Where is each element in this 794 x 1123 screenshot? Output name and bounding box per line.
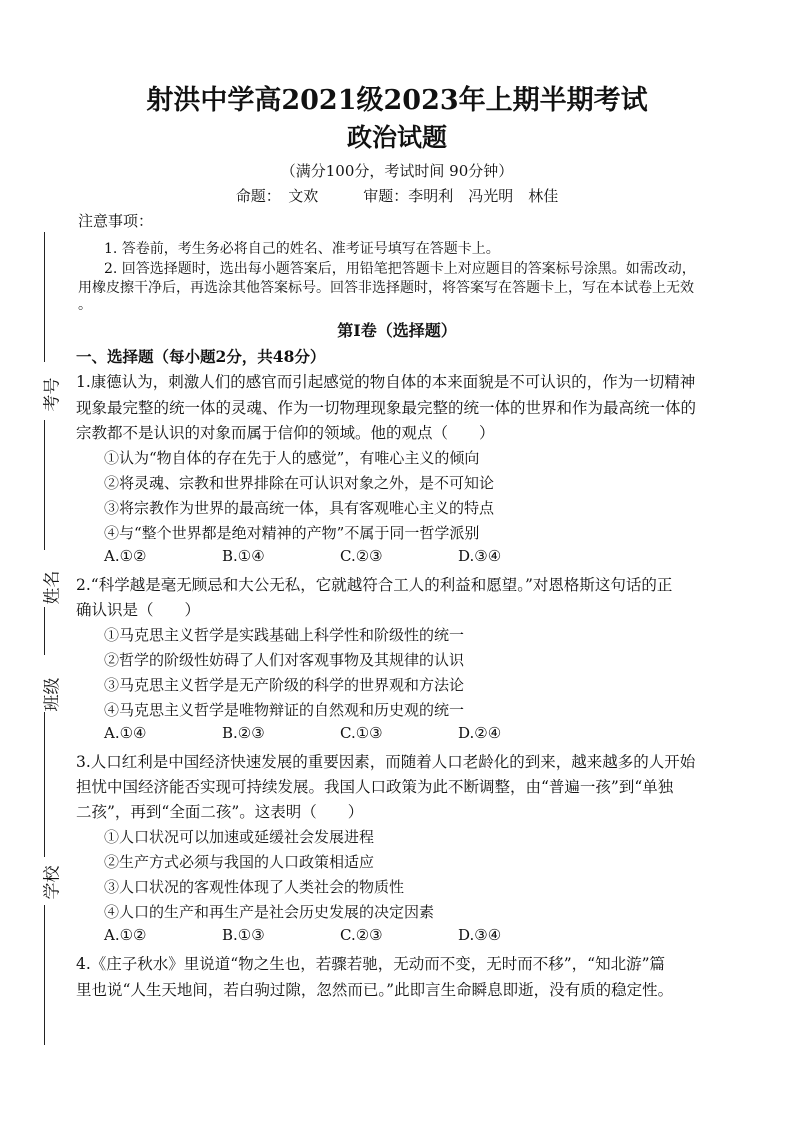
question-3-item: ④人口的生产和再生产是社会历史发展的决定因素	[104, 903, 435, 921]
question-1-line-1: 1.康德认为，刺激人们的感官而引起感觉的物自体的本来面貌是不可认识的，作为一切精神	[76, 373, 696, 391]
question-1-item: ②将灵魂、宗教和世界排除在可认识对象之外，是不可知论	[104, 474, 495, 492]
choice-a[interactable]: A.①②	[104, 547, 147, 565]
binding-line	[44, 905, 45, 1045]
question-1-item: ③将宗教作为世界的最高统一体，具有客观唯心主义的特点	[104, 499, 495, 517]
section-heading: 一、选择题（每小题2分，共48分）	[76, 347, 326, 366]
side-label-exam-no: 考号	[42, 377, 63, 412]
question-3-item: ②生产方式必须与我国的人口政策相适应	[104, 853, 375, 871]
question-3-item: ③人口状况的客观性体现了人类社会的物质性	[104, 878, 405, 896]
exam-title: 射洪中学高2021级2023年上期半期考试	[146, 85, 648, 116]
choice-b[interactable]: B.①③	[222, 926, 265, 944]
question-1-item: ①认为“物自体的存在先于人的感觉”，有唯心主义的倾向	[104, 449, 480, 467]
choice-a[interactable]: A.①②	[104, 926, 147, 944]
authors: 命题： 文欢 审题：李明利 冯光明 林佳	[235, 187, 559, 205]
question-2-item: ③马克思主义哲学是无产阶级的科学的世界观和方法论	[104, 676, 465, 694]
binding-line	[44, 232, 45, 362]
binding-line	[44, 712, 45, 857]
question-4-line-2: 里也说“人生天地间，若白驹过隙，忽然而已。”此即言生命瞬息即逝，没有质的稳定性。	[76, 981, 674, 999]
choice-d[interactable]: D.②④	[458, 724, 502, 742]
notice-item-2-line2: 用橡皮擦干净后，再选涂其他答案标号。回答非选择题时，将答案写在答题卡上，写在本试卷上无效	[78, 280, 694, 296]
notice-item-2-line1: 2. 回答选择题时，选出每小题答案后，用铅笔把答题卡上对应题目的答案标号涂黑。如需改动，	[104, 261, 696, 277]
notice-item-1: 1. 答卷前，考生务必将自己的姓名、准考证号填写在答题卡上。	[104, 241, 500, 257]
choice-a[interactable]: A.①④	[104, 724, 147, 742]
score-time: （满分100分，考试时间 90分钟）	[280, 162, 514, 180]
binding-line	[44, 420, 45, 550]
question-3-line-2: 担忧中国经济能否实现可持续发展。我国人口政策为此不断调整，由“普遍一孩”到“单独	[76, 778, 674, 796]
choice-b[interactable]: B.②③	[222, 724, 265, 742]
question-2-item: ②哲学的阶级性妨碍了人们对客观事物及其规律的认识	[104, 651, 465, 669]
side-label-class: 班级	[42, 677, 63, 712]
question-3-item: ①人口状况可以加速或延缓社会发展进程	[104, 828, 375, 846]
choice-d[interactable]: D.③④	[458, 926, 502, 944]
binding-line	[44, 607, 45, 655]
question-3-line-3: 二孩”，再到“全面二孩”。这表明（ ）	[76, 803, 364, 821]
question-3-choices	[104, 926, 576, 944]
question-2-line-1: 2.“科学越是毫无顾忌和大公无私，它就越符合工人的利益和愿望。”对恩格斯这句话的正	[76, 576, 673, 594]
question-2-item: ①马克思主义哲学是实践基础上科学性和阶级性的统一	[104, 626, 465, 644]
choice-c[interactable]: C.②③	[340, 926, 383, 944]
question-1-line-3: 宗教都不是认识的对象而属于信仰的领域。他的观点（ ）	[76, 424, 495, 442]
question-1-choices	[104, 547, 576, 565]
choice-b[interactable]: B.①④	[222, 547, 265, 565]
part-heading: 第Ⅰ卷（选择题）	[337, 321, 457, 340]
question-1-line-2: 现象最完整的统一体的灵魂、作为一切物理现象最完整的统一体的世界和作为最高统一体的	[76, 399, 697, 417]
question-2-item: ④马克思主义哲学是唯物辩证的自然观和历史观的统一	[104, 701, 465, 719]
choice-d[interactable]: D.③④	[458, 547, 502, 565]
question-4-line-1: 4.《庄子秋水》里说道“物之生也，若骤若驰，无动而不变，无时而不移”，“知北游”篇	[76, 955, 665, 973]
choice-c[interactable]: C.①③	[340, 724, 383, 742]
question-2-choices	[104, 724, 576, 742]
notice-item-2-line3: 。	[78, 297, 92, 313]
question-3-line-1: 3.人口红利是中国经济快速发展的重要因素，而随着人口老龄化的到来，越来越多的人开始	[76, 753, 696, 771]
exam-subject: 政治试题	[346, 123, 447, 152]
side-label-school: 学校	[42, 865, 63, 900]
side-label-name: 姓名	[42, 570, 63, 605]
question-2-line-2: 确认识是（ ）	[76, 601, 201, 619]
question-1-item: ④与“整个世界都是绝对精神的产物”不属于同一哲学派别	[104, 524, 480, 542]
choice-c[interactable]: C.②③	[340, 547, 383, 565]
notice-heading: 注意事项：	[78, 212, 154, 230]
